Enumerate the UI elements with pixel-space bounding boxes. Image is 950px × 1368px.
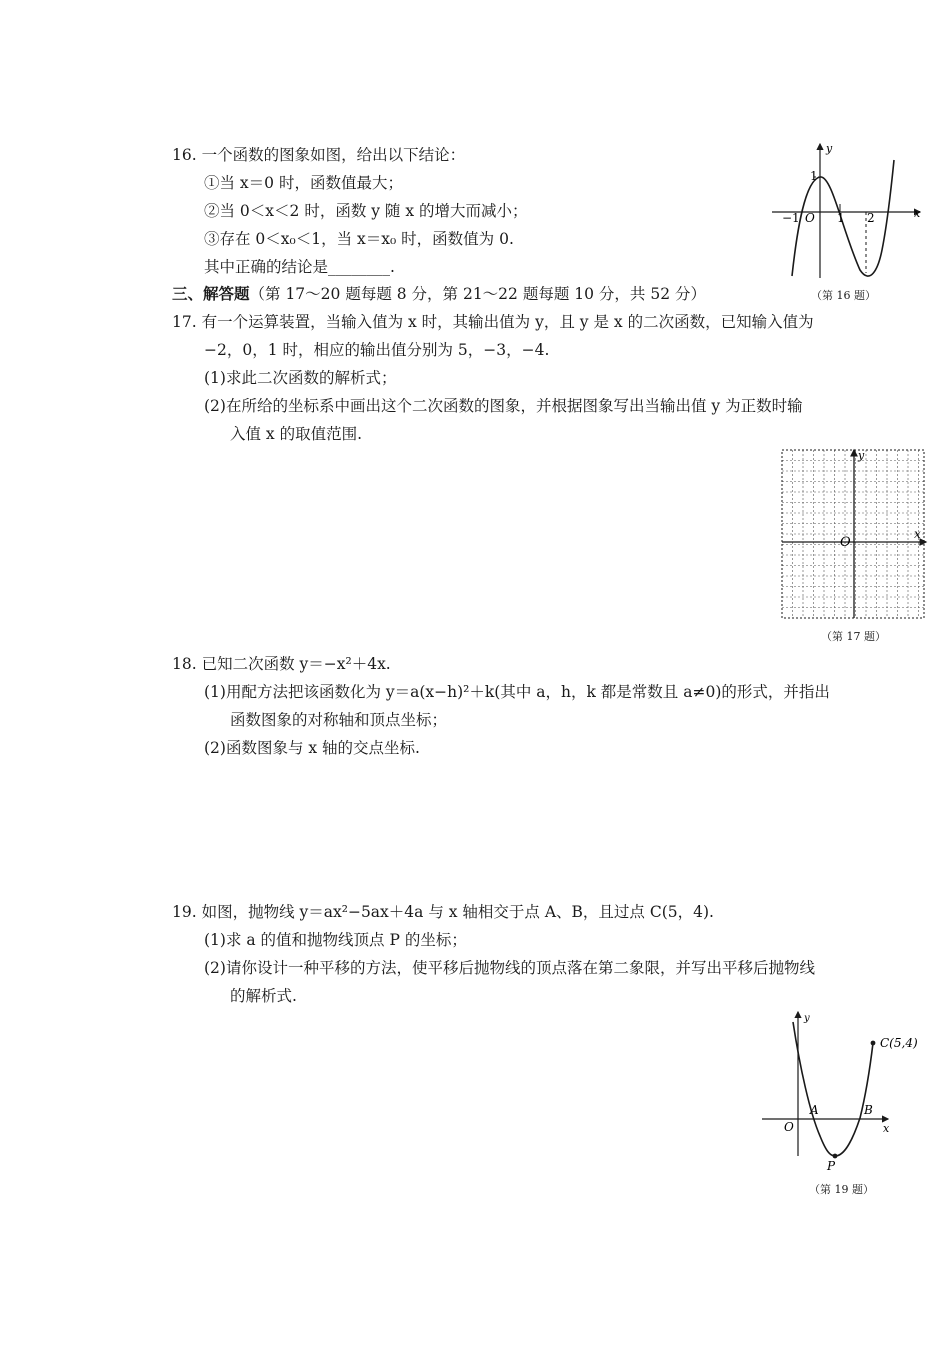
q16-conclusion-2: ②当 0＜x＜2 时，函数 y 随 x 的增大而减小； — [204, 202, 528, 220]
q19-y-label: y — [804, 1013, 810, 1024]
q19-b-label: B — [864, 1103, 873, 1117]
section-note: （第 17～20 题每题 8 分，第 21～22 题每题 10 分，共 52 分） — [249, 285, 706, 303]
q17-part-1: (1)求此二次函数的解析式； — [204, 369, 397, 387]
q16-conclusion-1: ①当 x＝0 时，函数值最大； — [204, 174, 403, 192]
q16-y-label: y — [826, 142, 833, 155]
q19-a-label: A — [810, 1103, 819, 1117]
q19-part-2a: (2)请你设计一种平移的方法，使平移后抛物线的顶点落在第二象限，并写出平移后抛物线 — [204, 959, 815, 977]
q17-part-2a: (2)在所给的坐标系中画出这个二次函数的图象，并根据图象写出当输出值 y 为正数时输 — [204, 397, 803, 415]
q16-two-label: 2 — [867, 211, 875, 225]
q19-c-label: C(5,4) — [880, 1036, 918, 1050]
q19-caption: （第 19 题） — [809, 1183, 874, 1196]
q17-line-2: −2，0，1 时，相应的输出值分别为 5，−3，−4. — [204, 341, 550, 359]
q17-caption: （第 17 题） — [821, 630, 886, 643]
q19-point-p — [833, 1154, 838, 1159]
q16-x-label: x — [914, 207, 921, 220]
q17-x-label: x — [914, 527, 921, 541]
q16-caption: （第 16 题） — [811, 289, 876, 302]
q16-x-one-label: 1 — [837, 211, 845, 225]
q17-grid — [782, 450, 924, 618]
section-title: 三、解答题 — [172, 284, 250, 303]
q17-line-1: 17. 有一个运算装置，当输入值为 x 时，其输出值为 y，且 y 是 x 的二次函数，已知输入值为 — [172, 313, 814, 331]
q19-line-1: 19. 如图，抛物线 y＝ax²−5ax＋4a 与 x 轴相交于点 A、B，且过点 C(5，4). — [172, 903, 714, 921]
q16-minus-one-label: −1 — [782, 211, 800, 225]
q18-line-1: 18. 已知二次函数 y＝−x²＋4x. — [172, 655, 391, 673]
q16-stem: 16. 一个函数的图象如图，给出以下结论： — [172, 146, 466, 164]
q19-part-2b: 的解析式. — [230, 987, 297, 1005]
q18-part-1a: (1)用配方法把该函数化为 y＝a(x−h)²＋k(其中 a，h，k 都是常数且 a≠0)的形式，并指出 — [204, 683, 830, 701]
section-header — [172, 284, 706, 304]
q18-part-1b: 函数图象的对称轴和顶点坐标； — [230, 711, 448, 729]
q17-origin-label: O — [840, 535, 851, 550]
q17-part-2b: 入值 x 的取值范围. — [230, 425, 363, 443]
q16-y-one-label: 1 — [810, 169, 818, 183]
q19-part-1: (1)求 a 的值和抛物线顶点 P 的坐标； — [204, 931, 467, 949]
q19-point-c — [871, 1041, 876, 1046]
q18-part-2: (2)函数图象与 x 轴的交点坐标. — [204, 739, 420, 757]
q16-ask: 其中正确的结论是________. — [204, 258, 395, 276]
q17-grid-figure — [780, 448, 930, 623]
q19-parabola — [793, 1022, 873, 1156]
q16-origin-label: O — [805, 211, 815, 225]
q19-origin-label: O — [784, 1120, 794, 1134]
q19-p-label: P — [827, 1159, 836, 1173]
q19-figure — [760, 1008, 935, 1173]
q16-conclusion-3: ③存在 0＜x₀＜1，当 x＝x₀ 时，函数值为 0. — [204, 230, 514, 248]
q19-x-label: x — [883, 1122, 890, 1135]
q17-y-label: y — [858, 449, 865, 462]
q16-figure — [770, 140, 930, 285]
